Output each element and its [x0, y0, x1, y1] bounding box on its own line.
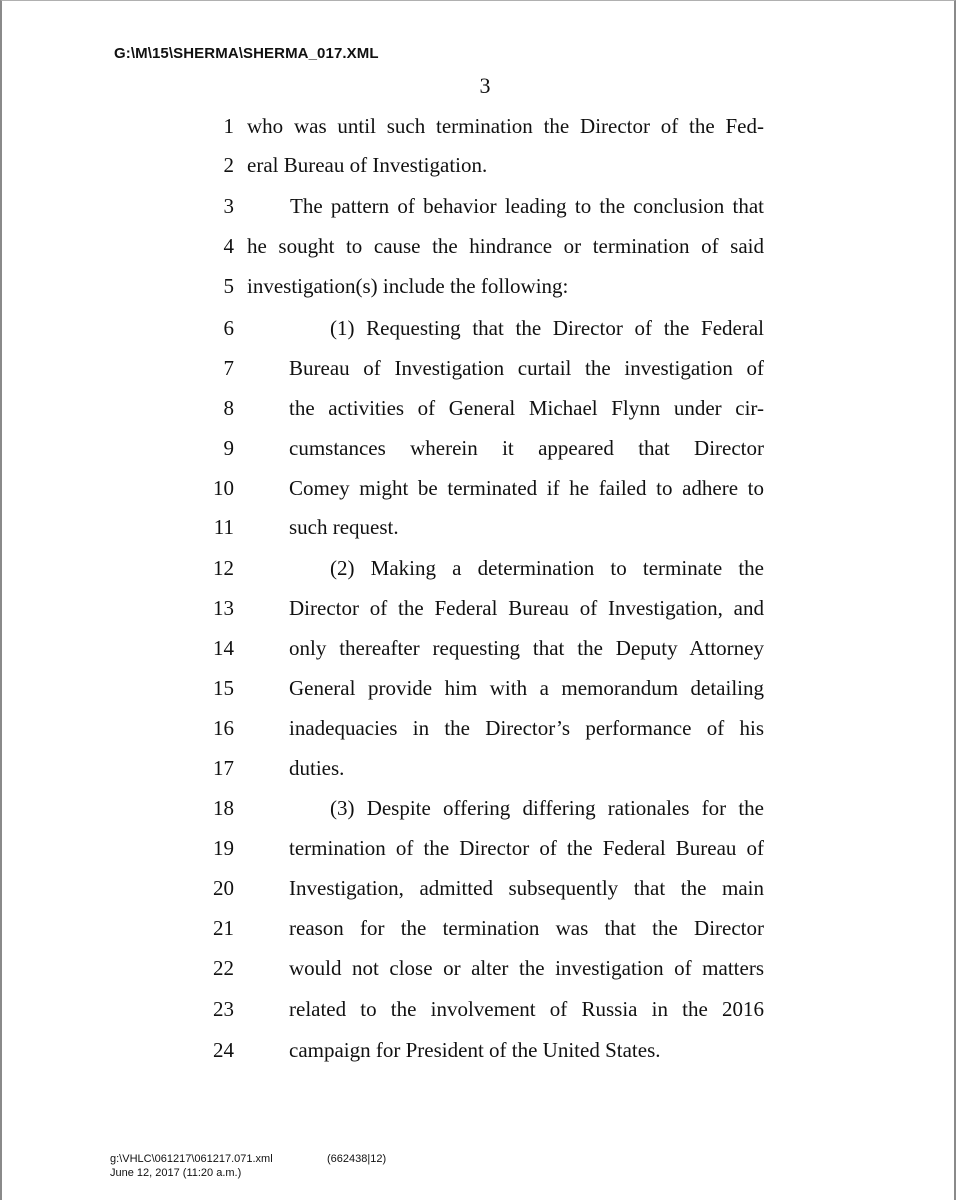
text-line: [2, 673, 956, 703]
line-text: Director of the Federal Bureau of Investigation, and: [289, 596, 764, 620]
text-line: [2, 994, 956, 1024]
footer-code: (662438|12): [327, 1153, 387, 1165]
line-number: 6: [223, 316, 234, 340]
line-number: 7: [223, 356, 234, 380]
text-line: [2, 353, 956, 383]
text-line: [2, 873, 956, 903]
text-line: [2, 150, 956, 180]
line-text: (2) Making a determination to terminate the: [330, 556, 764, 580]
text-line: [2, 913, 956, 943]
line-number: 15: [213, 676, 234, 700]
line-number: 21: [213, 916, 234, 940]
line-number: 22: [213, 956, 234, 980]
line-text: only thereafter requesting that the Deputy Attorney: [289, 636, 764, 660]
line-text: The pattern of behavior leading to the conclusion that: [290, 194, 764, 218]
text-line: [2, 393, 956, 423]
line-text: such request.: [289, 515, 399, 539]
line-number: 19: [213, 836, 234, 860]
line-text: he sought to cause the hindrance or termination of said: [247, 234, 764, 258]
text-line: [2, 231, 956, 261]
text-line: [2, 633, 956, 663]
text-line: [2, 271, 956, 301]
line-number: 2: [223, 153, 234, 177]
line-number: 16: [213, 716, 234, 740]
line-text: Investigation, admitted subsequently that the main: [289, 876, 764, 900]
line-number: 17: [213, 756, 234, 780]
text-line: [2, 512, 956, 542]
text-line: [2, 713, 956, 743]
page-number: 3: [479, 73, 491, 98]
line-number: 10: [213, 476, 234, 500]
line-text: termination of the Director of the Federal Bureau of: [289, 836, 764, 860]
line-text: who was until such termination the Director of the Fed-: [247, 114, 764, 138]
text-line: [2, 833, 956, 863]
text-line: [2, 191, 956, 221]
text-line: [2, 1035, 956, 1065]
line-number: 18: [213, 796, 234, 820]
line-text: related to the involvement of Russia in the 2016: [289, 997, 764, 1021]
line-number: 9: [223, 436, 234, 460]
text-line: [2, 793, 956, 823]
line-text: reason for the termination was that the Director: [289, 916, 764, 940]
text-line: [2, 313, 956, 343]
line-number: 23: [213, 997, 234, 1021]
line-text: cumstances wherein it appeared that Director: [289, 436, 764, 460]
line-text: investigation(s) include the following:: [247, 274, 569, 298]
text-line: [2, 433, 956, 463]
line-number: 1: [223, 114, 234, 138]
text-line: [2, 593, 956, 623]
header-file-path: G:\M\15\SHERMA\SHERMA_017.XML: [114, 45, 379, 62]
text-line: [2, 753, 956, 783]
text-line: [2, 111, 956, 141]
line-text: inadequacies in the Director’s performance of his: [289, 716, 764, 740]
line-number: 24: [213, 1038, 234, 1062]
line-text: Bureau of Investigation curtail the investigation of: [289, 356, 764, 380]
line-number: 5: [223, 274, 234, 298]
line-text: Comey might be terminated if he failed to adhere to: [289, 476, 764, 500]
footer-date: June 12, 2017 (11:20 a.m.): [110, 1167, 242, 1179]
line-text: (1) Requesting that the Director of the Federal: [330, 316, 764, 340]
text-line: [2, 553, 956, 583]
line-text: duties.: [289, 756, 345, 780]
line-number: 3: [223, 194, 234, 218]
line-number: 8: [223, 396, 234, 420]
line-text: General provide him with a memorandum detailing: [289, 676, 764, 700]
line-text: campaign for President of the United States.: [289, 1038, 661, 1062]
footer-file-info: [110, 1152, 273, 1180]
line-number: 13: [213, 596, 234, 620]
line-text: eral Bureau of Investigation.: [247, 153, 488, 177]
line-number: 14: [213, 636, 234, 660]
line-number: 20: [213, 876, 234, 900]
line-number: 11: [213, 515, 234, 539]
line-number: 12: [213, 556, 234, 580]
footer-file-path: g:\VHLC\061217\061217.071.xml: [110, 1153, 273, 1165]
line-number: 4: [223, 234, 234, 258]
line-text: the activities of General Michael Flynn under cir-: [289, 396, 764, 420]
text-line: [2, 953, 956, 983]
line-text: (3) Despite offering differing rationales for the: [330, 796, 764, 820]
line-text: would not close or alter the investigation of matters: [289, 956, 764, 980]
text-line: [2, 473, 956, 503]
